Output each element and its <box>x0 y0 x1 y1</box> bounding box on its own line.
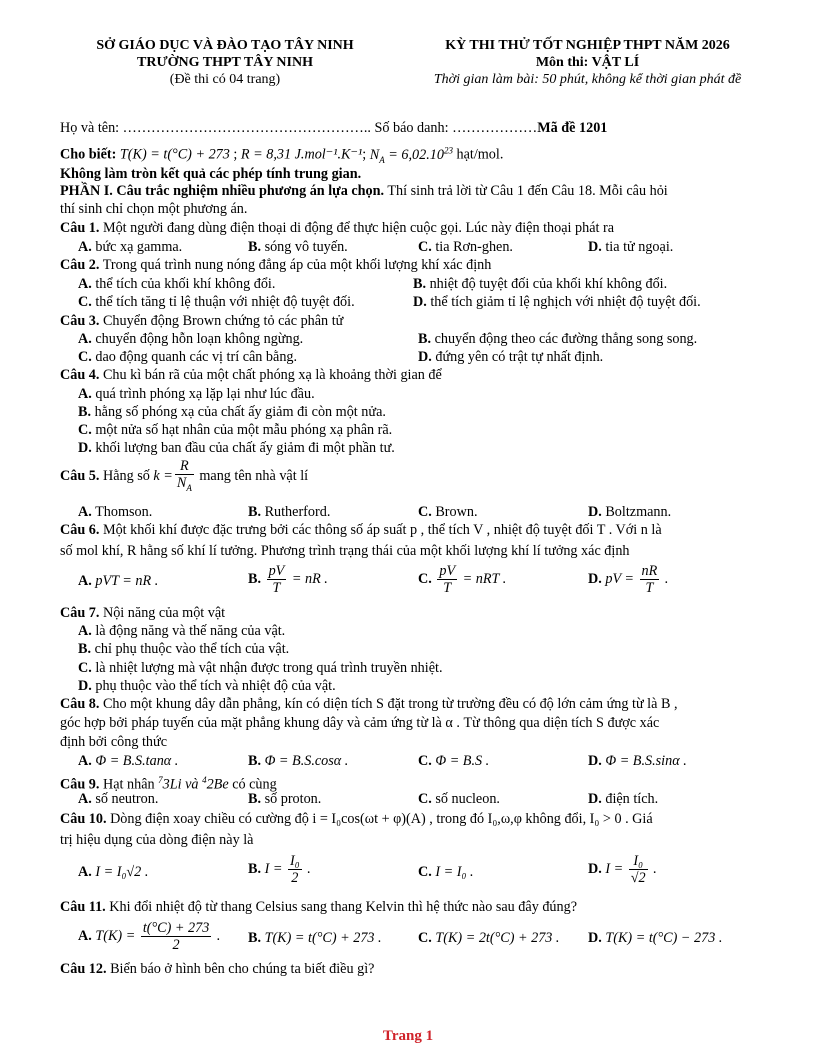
part1-title: PHẦN I. Câu trắc nghiệm nhiều phương án lựa chọn. <box>60 183 385 199</box>
question-4: Câu 4. Chu kì bán rã của một chất phóng xạ là khoảng thời gian để <box>60 367 442 383</box>
q5-option-c[interactable]: C. Brown. <box>418 504 478 520</box>
q7-option-c[interactable]: C. là nhiệt lượng mà vật nhận được trong quá trình truyền nhiệt. <box>78 660 443 676</box>
q2-option-b[interactable]: B. nhiệt độ tuyệt đối của khối khí không đổi. <box>413 276 668 292</box>
name-and-id-field: Họ và tên: …………………………………………….. Số báo danh: ……………… <box>60 120 538 136</box>
question-label: Câu 1. <box>60 220 100 236</box>
page-count-note: (Đề thi có 04 trang) <box>169 72 281 87</box>
school-name: TRƯỜNG THPT TÂY NINH <box>137 55 313 70</box>
q2-option-c[interactable]: C. thể tích tăng tỉ lệ thuận với nhiệt độ tuyệt đối. <box>78 294 355 310</box>
q4-option-d[interactable]: D. khối lượng ban đầu của chất ấy giảm đi một phần tư. <box>78 440 395 456</box>
given-avogadro-symbol: $N_A$ <box>369 146 385 165</box>
given-temperature-formula: T(K) = t(°C) + 273 <box>119 146 230 163</box>
q2-option-a[interactable]: A. thể tích của khối khí không đổi. <box>78 276 276 292</box>
q4-option-c[interactable]: C. một nửa số hạt nhân của một mẫu phóng xạ phân rã. <box>78 422 393 438</box>
question-10: Câu 10. Dòng điện xoay chiều có cường độ i = I₀cos(ωt + φ)(A) , trong đó I₀,ω,φ không đổi, I₀ > 0 . Giá <box>60 811 653 827</box>
question-11: Câu 11. Khi đổi nhiệt độ từ thang Celsius sang thang Kelvin thì hệ thức nào sau đây đúng? <box>60 899 578 915</box>
q2-option-d[interactable]: D. thể tích giảm tỉ lệ nghịch với nhiệt độ tuyệt đối. <box>413 294 701 310</box>
q5-option-a[interactable]: A. Thomson. <box>78 504 153 520</box>
q7-option-b[interactable]: B. chỉ phụ thuộc vào thể tích của vật. <box>78 641 290 657</box>
question-8: Câu 8. Cho một khung dây dẫn phẳng, kín có diện tích S đặt trong từ trường đều có độ lớn cảm ứng từ là B , <box>60 696 678 712</box>
part1-description-line2: thí sinh chỉ chọn một phương án. <box>60 201 248 217</box>
name-line <box>60 120 607 137</box>
q8-option-d[interactable]: D. Φ = B.S.sinα . <box>588 753 687 769</box>
q7-option-d[interactable]: D. phụ thuộc vào thể tích và nhiệt độ của vật. <box>78 678 336 694</box>
question-9: Câu 9. Hạt nhân $^7$3Li và $^4$2Be có cùng <box>60 775 277 793</box>
q6-option-d[interactable]: D. pV = $\frac{nR}{T}$ . <box>588 563 669 596</box>
q4-option-a[interactable]: A. quá trình phóng xạ lặp lại như lúc đầu. <box>78 386 315 402</box>
q3-option-d[interactable]: D. đứng yên có trật tự nhất định. <box>418 349 604 365</box>
header-left <box>40 37 410 88</box>
q9-option-c[interactable]: C. số nucleon. <box>418 791 500 807</box>
given-avogadro-unit: hạt/mol. <box>452 146 504 163</box>
q6-option-b[interactable]: B. $\frac{pV}{T}$ = nR . <box>248 563 328 596</box>
question-text: Một người đang dùng điện thoại di động để thực hiện cuộc gọi. Lúc này điện thoại phát ra <box>99 220 615 236</box>
question-1 <box>60 220 614 237</box>
q4-option-b[interactable]: B. hằng số phóng xạ của chất ấy giảm đi còn một nửa. <box>78 404 386 420</box>
no-rounding-note: Không làm tròn kết quả các phép tính trung gian. <box>60 166 362 182</box>
question-6: Câu 6. Một khối khí được đặc trưng bởi các thông số áp suất p , thể tích V , nhiệt độ tuyệt đối T . Với n là <box>60 522 662 538</box>
given-avogadro-value: = $6,02.10^{23}$ <box>384 145 453 163</box>
question-6-line2: số mol khí, R hằng số khí lí tưởng. Phương trình trạng thái của một khối lượng khí lí tưởng xác định <box>60 543 630 559</box>
part1-heading <box>60 183 668 200</box>
q6-option-c[interactable]: C. $\frac{pV}{T}$ = nRT . <box>418 563 507 596</box>
question-3: Câu 3. Chuyển động Brown chứng tỏ các phân tử <box>60 313 344 329</box>
question-12: Câu 12. Biển báo ở hình bên cho chúng ta biết điều gì? <box>60 961 375 977</box>
q5-option-d[interactable]: D. Boltzmann. <box>588 504 672 520</box>
q6-option-a[interactable]: A. pVT = nR . <box>78 573 159 589</box>
q11-option-a[interactable]: A. T(K) = $\frac{t(^\circ C) + 273}{2}$ . <box>78 920 221 953</box>
question-8-line3: định bởi công thức <box>60 734 168 750</box>
department-name: SỞ GIÁO DỤC VÀ ĐÀO TẠO TÂY NINH <box>96 38 354 53</box>
subject-title: Môn thi: VẬT LÍ <box>535 55 640 70</box>
time-note: Thời gian làm bài: 50 phút, không kể thời gian phát đề <box>433 72 742 87</box>
header-right <box>395 37 780 88</box>
given-line: Cho biết: T(K) = t(°C) + 273 ; R = 8,31 J.mol⁻¹.K⁻¹; $N_A = 6,02.10^{23}$ hạt/mol. <box>60 145 504 165</box>
question-8-line2: góc hợp bởi pháp tuyến của mặt phẳng khung dây và cảm ứng từ là α . Từ thông qua diện tích S được xác <box>60 715 660 731</box>
q8-option-c[interactable]: C. Φ = B.S . <box>418 753 490 769</box>
q10-option-a[interactable]: A. I = I₀√2 . <box>78 864 149 880</box>
q1-option-d[interactable]: D. tia tử ngoại. <box>588 239 674 255</box>
q3-option-a[interactable]: A. chuyển động hỗn loạn không ngừng. <box>78 331 304 347</box>
q9-option-b[interactable]: B. số proton. <box>248 791 322 807</box>
q3-option-c[interactable]: C. dao động quanh các vị trí cân bằng. <box>78 349 298 365</box>
question-10-line2: trị hiệu dụng của dòng điện này là <box>60 832 254 848</box>
q10-option-d[interactable]: D. I = $\frac{\text{I₀}}{√2}$ . <box>588 853 657 886</box>
q8-option-a[interactable]: A. Φ = B.S.tanα . <box>78 753 179 769</box>
q5-option-b[interactable]: B. Rutherford. <box>248 504 331 520</box>
question-5: Câu 5. Hằng số k = $\frac{R}{N_A}$ mang tên nhà vật lí <box>60 458 308 496</box>
q1-option-a[interactable]: A. bức xạ gamma. <box>78 239 183 255</box>
part1-description: Thí sinh trả lời từ Câu 1 đến Câu 18. Mỗi câu hỏi <box>384 183 668 199</box>
q5-fraction: $\frac{R}{N_A}$ <box>176 458 192 493</box>
q3-option-b[interactable]: B. chuyển động theo các đường thẳng song song. <box>418 331 698 347</box>
q9-option-d[interactable]: D. điện tích. <box>588 791 659 807</box>
exam-title: KỲ THI THỬ TỐT NGHIỆP THPT NĂM 2026 <box>445 38 730 53</box>
page-number: Trang 1 <box>382 1028 434 1044</box>
q7-option-a[interactable]: A. là động năng và thế năng của vật. <box>78 623 286 639</box>
q11-option-d[interactable]: D. T(K) = t(°C) − 273 . <box>588 930 723 946</box>
q1-option-c[interactable]: C. tia Rơn-ghen. <box>418 239 513 255</box>
question-7: Câu 7. Nội năng của một vật <box>60 605 226 621</box>
q1-option-b[interactable]: B. sóng vô tuyến. <box>248 239 348 255</box>
q10-option-b[interactable]: B. I = $\frac{\text{I₀}}{2}$ . <box>248 853 311 886</box>
given-label: Cho biết: <box>60 146 117 163</box>
q10-option-c[interactable]: C. I = I₀ . <box>418 864 474 880</box>
q11-option-c[interactable]: C. T(K) = 2t(°C) + 273 . <box>418 930 560 946</box>
exam-code: Mã đề 1201 <box>537 120 608 136</box>
given-gas-constant: R = 8,31 J.mol⁻¹.K⁻¹ <box>240 146 363 163</box>
q8-option-b[interactable]: B. Φ = B.S.cosα . <box>248 753 349 769</box>
q9-option-a[interactable]: A. số neutron. <box>78 791 159 807</box>
q11-option-b[interactable]: B. T(K) = t(°C) + 273 . <box>248 930 382 946</box>
question-2: Câu 2. Trong quá trình nung nóng đẳng áp của một khối lượng khí xác định <box>60 257 492 273</box>
